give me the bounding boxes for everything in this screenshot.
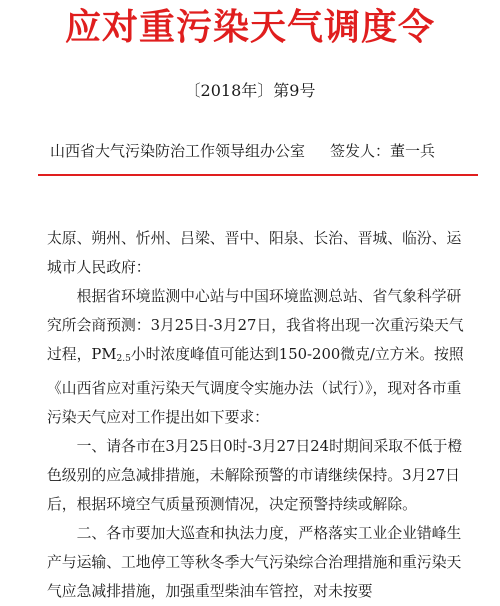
paragraph-forecast	[47, 282, 467, 432]
red-divider	[38, 174, 478, 176]
issuing-organization: 山西省大气污染防治工作领导组办公室	[50, 142, 306, 160]
paragraph-requirement-1: 一、请各市在3月25日0时-3月27日24时期间采取不低于橙色级别的应急减排措施，未解除预警的市请继续保持。3月27日后，根据环境空气质量预测情况，决定预警持续或解除。	[47, 438, 463, 513]
paragraph-forecast-part2: 小时浓度峰值可能达到150-200微克/立方米。按照《山西省应对重污染天气调度令实施办法（试行）》，现对各市重污染天气应对工作提出如下要求：	[47, 346, 464, 426]
document-number: 〔2018年〕第9号	[184, 81, 316, 100]
document-body	[47, 224, 467, 606]
addressee: 太原、朔州、忻州、吕梁、晋中、阳泉、长治、晋城、临汾、运城市人民政府：	[47, 230, 462, 276]
issuer-line	[50, 140, 470, 162]
pm-subscript: 2.5	[116, 354, 131, 364]
paragraph-forecast-part1: 根据省环境监测中心站与中国环境监测总站、省气象科学研究所会商预测：3月25日-3月27日，我省将出现一次重污染天气过程，PM	[47, 288, 464, 363]
document-title: 应对重污染天气调度令	[64, 7, 435, 48]
signer: 签发人：董一兵	[330, 142, 436, 160]
paragraph-requirement-2: 二、各市要加大巡查和执法力度，严格落实工业企业错峰生产与运输、工地停工等秋冬季大气污染综合治理措施和重污染天气应急减排措施，加强重型柴油车管控，对未按要	[47, 525, 462, 600]
